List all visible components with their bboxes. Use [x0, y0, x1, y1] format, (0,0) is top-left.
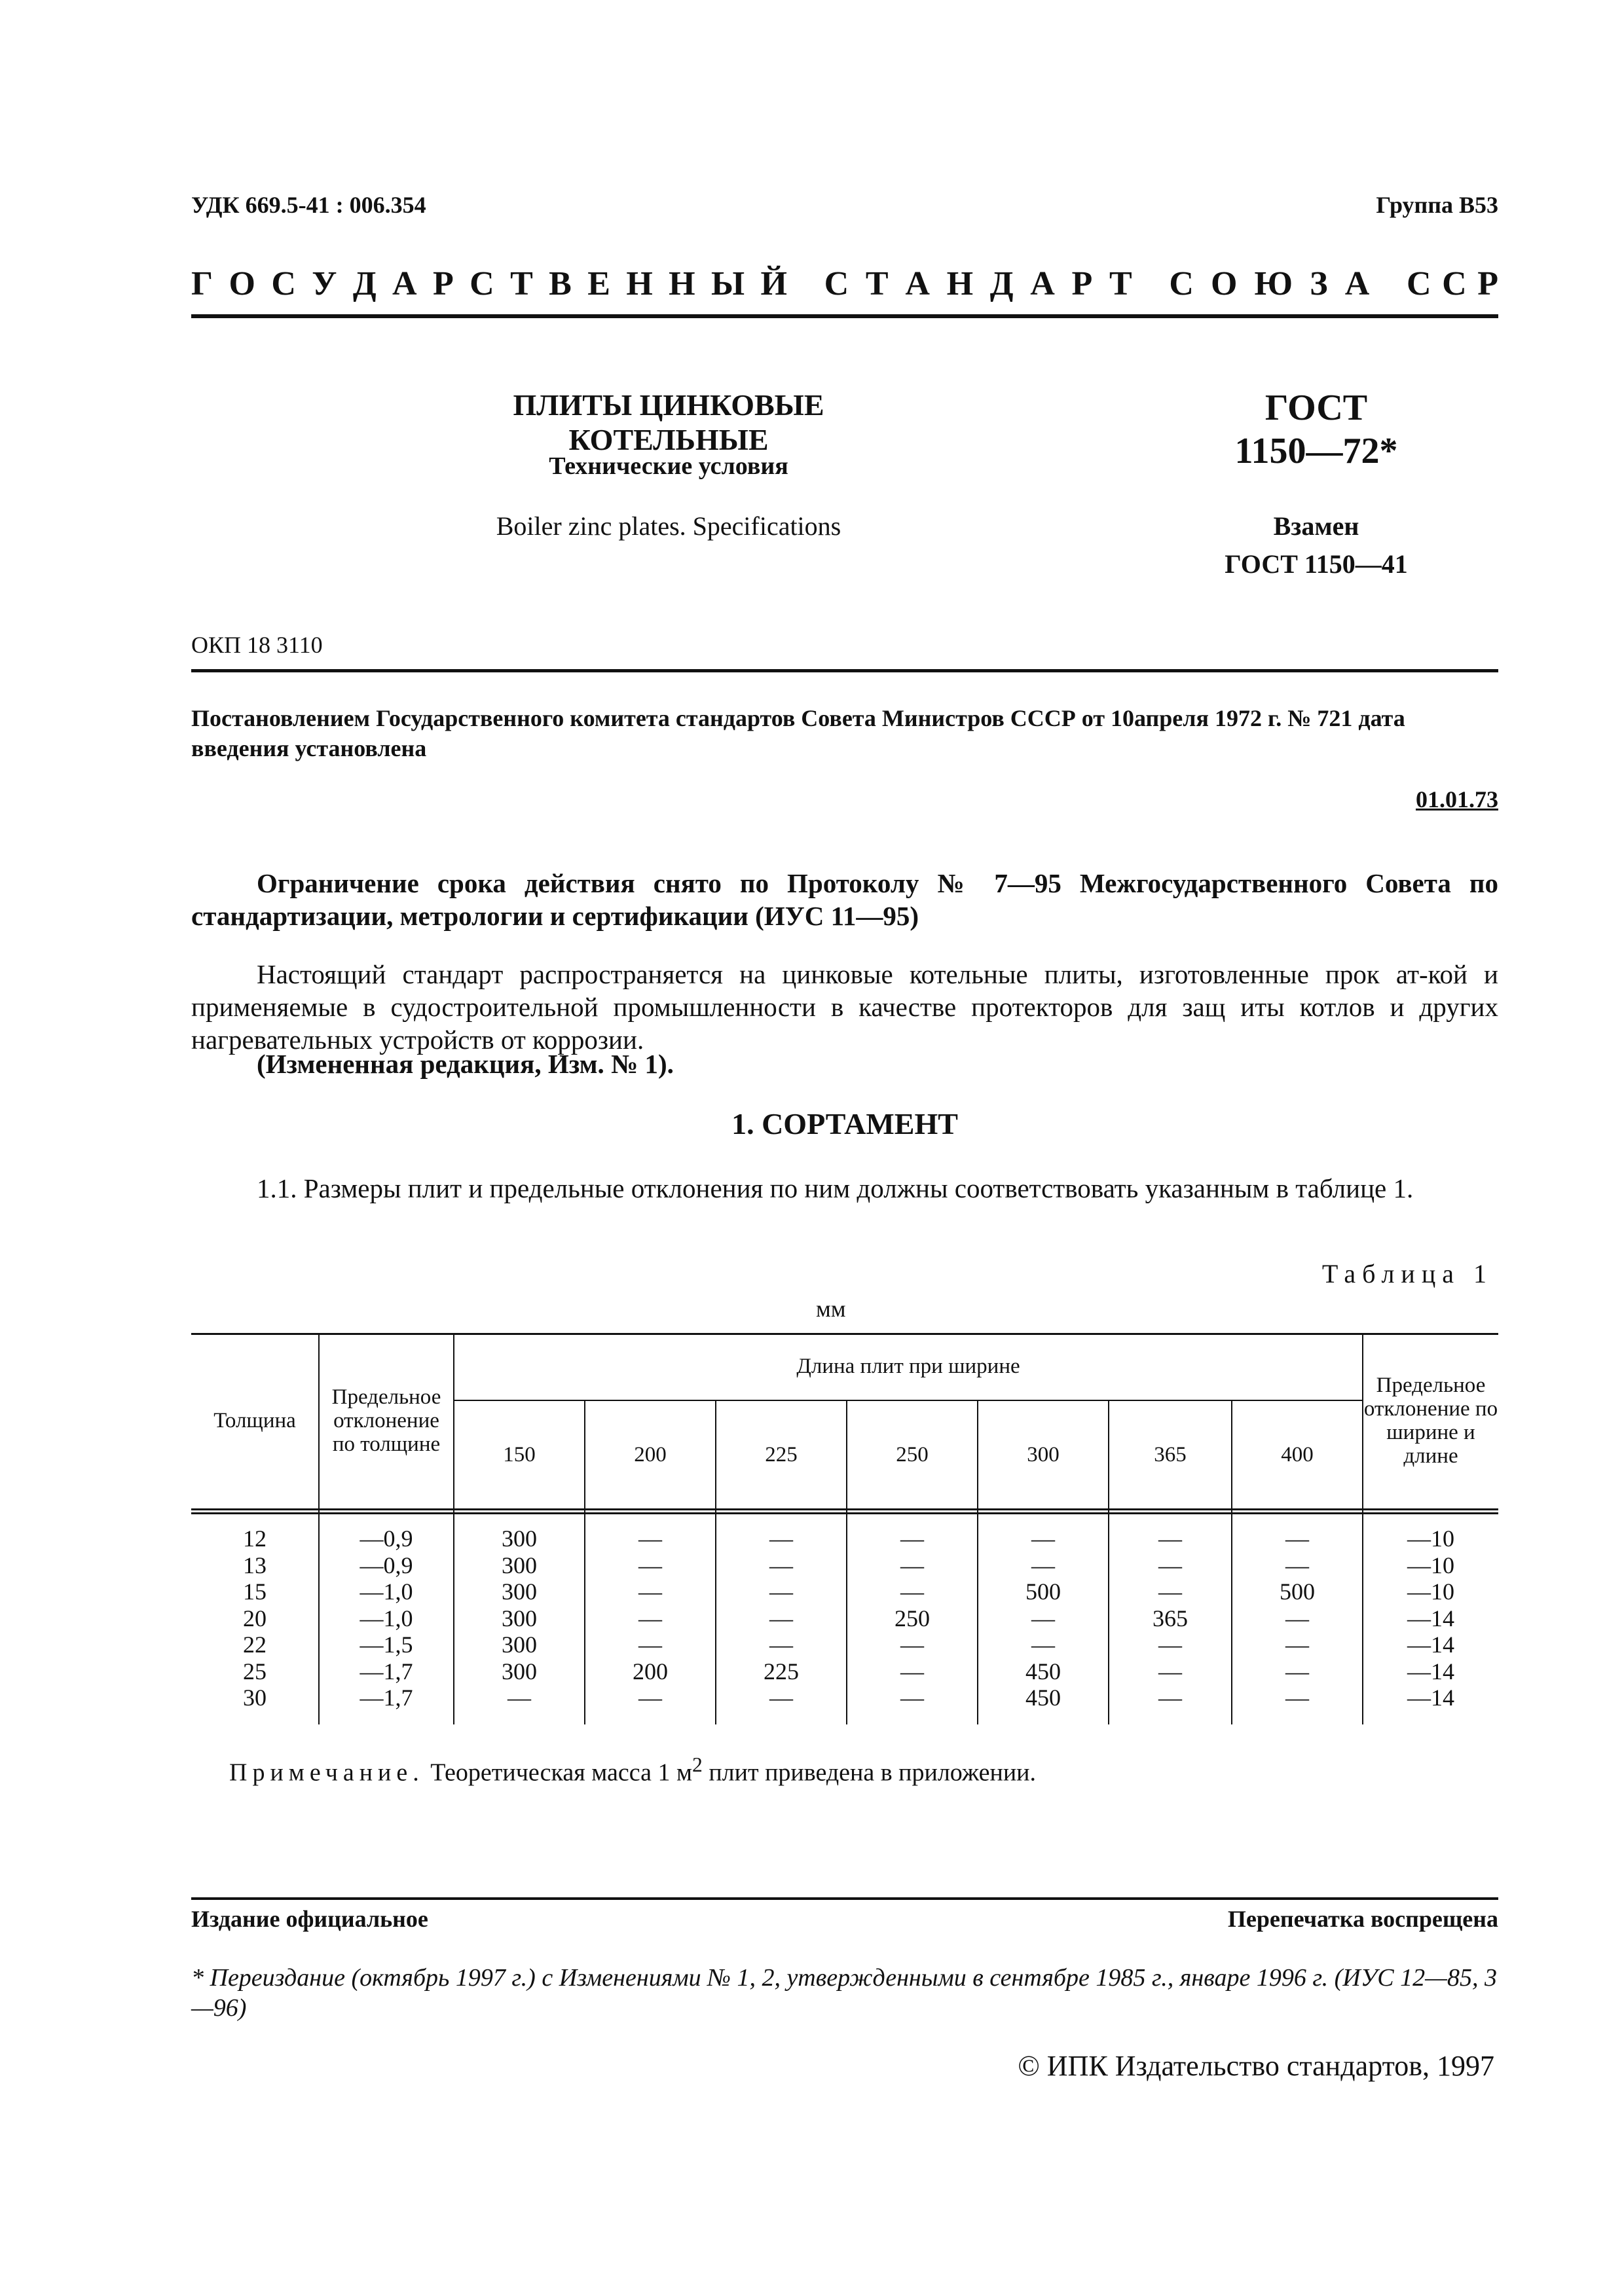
table-cell: — — [1158, 1685, 1182, 1711]
table-cell: — — [769, 1631, 793, 1658]
heading-letter: Р — [432, 265, 454, 302]
note-label: Примечание. — [229, 1758, 424, 1787]
table-cell: 450 — [1025, 1685, 1061, 1711]
table-cell: 300 — [502, 1605, 537, 1631]
heading-letter: С — [1169, 265, 1194, 302]
table-cell: 300 — [502, 1658, 537, 1685]
heading-letter: Р — [1071, 265, 1093, 302]
length-column-150 — [454, 1525, 584, 1711]
heading-letter: Е — [587, 265, 610, 302]
heading-letter: Ю — [1254, 265, 1293, 302]
table-cell: 250 — [895, 1605, 930, 1631]
table-cell: —14 — [1407, 1685, 1454, 1711]
heading-letter: А — [905, 265, 930, 302]
heading-letter: Ы — [711, 265, 745, 302]
heading-letter: А — [392, 265, 417, 302]
heading-letter: Г — [191, 265, 213, 302]
heading-letter: С — [470, 265, 494, 302]
table-cell: —10 — [1407, 1552, 1454, 1578]
table-cell: 30 — [243, 1685, 267, 1711]
table-cell: 300 — [502, 1631, 537, 1658]
note-text-end: плит приведена в приложении. — [702, 1758, 1036, 1787]
heading-letter: З — [1310, 265, 1328, 302]
heading-letter: Д — [989, 265, 1014, 302]
header-length-group: Длина плит при ширине — [796, 1355, 1020, 1378]
header-rule — [191, 314, 1498, 318]
table-cell: — — [900, 1578, 924, 1605]
reprint-prohibited: Перепечатка воспрещена — [1227, 1906, 1498, 1932]
table-cell: —0,9 — [360, 1552, 413, 1578]
length-column-225 — [716, 1525, 846, 1711]
table-cell: 300 — [502, 1525, 537, 1552]
table-cell: — — [1158, 1658, 1182, 1685]
length-column-365 — [1109, 1525, 1231, 1711]
table-cell: — — [1158, 1525, 1182, 1552]
introduction-date: 01.01.73 — [1416, 786, 1498, 812]
length-column-200 — [585, 1525, 715, 1711]
clause-1-1: 1.1. Размеры плит и предельные отклонения по ним должны соответствовать указанным в таблице 1. — [257, 1173, 1414, 1203]
table-cell: 450 — [1025, 1658, 1061, 1685]
note-text: Теоретическая масса 1 м — [424, 1758, 692, 1787]
heading-letter: В — [549, 265, 572, 302]
scope-paragraph: Настоящий стандарт распространяется на цинковые котельные плиты, изготовленные прок ат-кой и применяемые в судостроительной промышленности в качестве протекторов для защ иты котлов и других нагревательных устройств от коррозии. — [191, 959, 1498, 1055]
table-cell: —0,9 — [360, 1525, 413, 1552]
table-header-rule — [191, 1508, 1498, 1510]
table-cell: 300 — [502, 1578, 537, 1605]
table-cell: —1,7 — [360, 1685, 413, 1711]
table-cell: — — [507, 1685, 531, 1711]
heading-letter: У — [312, 265, 337, 302]
table-cell: —10 — [1407, 1578, 1454, 1605]
table-cell: — — [1285, 1658, 1309, 1685]
document-subtitle: Технические условия — [549, 452, 788, 480]
table-cell: — — [1158, 1631, 1182, 1658]
table-cell: 300 — [502, 1552, 537, 1578]
table-cell: — — [1031, 1605, 1055, 1631]
header-width-length-deviation: Предельное отклонение по ширине и длине — [1363, 1374, 1498, 1468]
table-cell: — — [1031, 1552, 1055, 1578]
table-cell: — — [638, 1525, 662, 1552]
table-cell: 25 — [243, 1658, 267, 1685]
official-edition: Издание официальное — [191, 1906, 428, 1932]
width-length-deviation-column — [1363, 1525, 1498, 1711]
table-cell: — — [769, 1578, 793, 1605]
gost-label: ГОСТ — [1264, 388, 1368, 428]
table-units: мм — [816, 1296, 846, 1322]
table-cell: — — [1158, 1552, 1182, 1578]
heading-letter: Д — [352, 265, 377, 302]
thickness-deviation-column — [320, 1525, 453, 1711]
replaces-label: Взамен — [1273, 511, 1359, 541]
table-cell: — — [638, 1552, 662, 1578]
okp-rule — [191, 669, 1498, 672]
heading-letter: Т — [510, 265, 533, 302]
table-cell: — — [900, 1658, 924, 1685]
heading-letter: О — [229, 265, 255, 302]
table-cell: —14 — [1407, 1605, 1454, 1631]
footer-rule — [191, 1897, 1498, 1900]
note-superscript: 2 — [692, 1753, 703, 1776]
table-cell: — — [900, 1631, 924, 1658]
table-cell: 15 — [243, 1578, 267, 1605]
copyright-line: © ИПК Издательство стандартов, 1997 — [1018, 2050, 1494, 2082]
heading-letter: А — [1030, 265, 1055, 302]
table-cell: —1,7 — [360, 1658, 413, 1685]
table-cell: — — [900, 1552, 924, 1578]
header-width-300: 300 — [1027, 1443, 1060, 1467]
table-cell: — — [1031, 1525, 1055, 1552]
table-cell: — — [1285, 1631, 1309, 1658]
table-cell: — — [638, 1631, 662, 1658]
header-width-250: 250 — [896, 1443, 929, 1467]
heading-letter: С — [1406, 265, 1431, 302]
header-width-225: 225 — [765, 1443, 798, 1467]
heading-letter: А — [1344, 265, 1370, 302]
table-cell: —1,5 — [360, 1631, 413, 1658]
okp-code: ОКП 18 3110 — [191, 632, 323, 658]
header-width-200: 200 — [634, 1443, 667, 1467]
table-cell: 500 — [1025, 1578, 1061, 1605]
table-cell: —10 — [1407, 1525, 1454, 1552]
table-cell: — — [1285, 1552, 1309, 1578]
header-thickness: Толщина — [213, 1409, 296, 1432]
header-width-400: 400 — [1281, 1443, 1314, 1467]
heading-letter: С — [1442, 265, 1467, 302]
heading-letter: О — [1210, 265, 1238, 302]
table-cell: — — [638, 1605, 662, 1631]
table-cell: — — [1031, 1631, 1055, 1658]
table-cell: — — [638, 1685, 662, 1711]
document-title: ПЛИТЫ ЦИНКОВЫЕ КОТЕЛЬНЫЕ — [513, 388, 824, 456]
heading-letter: Н — [946, 265, 974, 302]
state-word-3 — [1169, 264, 1369, 303]
heading-letter: Н — [669, 265, 695, 302]
heading-letter: С — [824, 265, 849, 302]
decree-text: Постановлением Государственного комитета стандартов Совета Министров СССР от 10апреля 1972 г. № 721 дата введения установлена — [191, 705, 1405, 761]
header-width-365: 365 — [1154, 1443, 1187, 1467]
table-cell: —14 — [1407, 1658, 1454, 1685]
length-column-400 — [1232, 1525, 1362, 1711]
table-cell: — — [1285, 1605, 1309, 1631]
udk-code: УДК 669.5-41 : 006.354 — [191, 192, 426, 218]
table-cell: 500 — [1280, 1578, 1315, 1605]
table-header-rule-double — [191, 1512, 1498, 1514]
table-cell: — — [1158, 1578, 1182, 1605]
heading-letter: Т — [865, 265, 889, 302]
table-cell: 200 — [633, 1658, 668, 1685]
section-title: 1. СОРТАМЕНТ — [731, 1107, 958, 1140]
amendment-note: (Измененная редакция, Изм. № 1). — [257, 1049, 674, 1079]
table-cell: — — [1285, 1685, 1309, 1711]
state-word-1 — [191, 264, 787, 303]
replaced-standard: ГОСТ 1150—41 — [1225, 549, 1408, 579]
state-standard-title — [191, 264, 1498, 303]
state-word-2 — [824, 264, 1132, 303]
table-cell: 13 — [243, 1552, 267, 1578]
table-cell: — — [900, 1525, 924, 1552]
table-cell: —1,0 — [360, 1605, 413, 1631]
table-cell: —1,0 — [360, 1578, 413, 1605]
heading-letter: Й — [760, 265, 787, 302]
dimensions-table — [191, 1333, 1498, 1726]
table-cell: — — [769, 1552, 793, 1578]
table-cell: — — [1285, 1525, 1309, 1552]
english-title: Boiler zinc plates. Specifications — [496, 511, 841, 541]
header-thickness-deviation: Предельное отклонение по толщине — [331, 1385, 441, 1456]
heading-letter: С — [271, 265, 296, 302]
heading-letter: Н — [626, 265, 653, 302]
state-word-4 — [1407, 264, 1498, 303]
length-column-300 — [978, 1525, 1108, 1711]
gost-number — [1218, 386, 1414, 473]
table-label: Таблица 1 — [1321, 1259, 1493, 1288]
replaces-block — [1198, 507, 1434, 583]
table-cell: 225 — [764, 1658, 799, 1685]
table-cell: — — [769, 1605, 793, 1631]
heading-letter: Р — [1477, 265, 1498, 302]
table-cell: 12 — [243, 1525, 267, 1552]
table-cell: 365 — [1153, 1605, 1188, 1631]
table-cell: 20 — [243, 1605, 267, 1631]
table-note — [229, 1753, 1036, 1787]
heading-letter: Т — [1109, 265, 1132, 302]
limitation-paragraph: Ограничение срока действия снято по Протоколу № 7—95 Межгосударственного Совета по стандартизации, метрологии и сертификации (ИУС 11—95) — [191, 868, 1498, 931]
reissue-footnote: * Переиздание (октябрь 1997 г.) с Изменениями № 1, 2, утвержденными в сентябре 1985 г., январе 1996 г. (ИУС 12—85, 3—96) — [191, 1964, 1497, 2022]
gost-designation: 1150—72* — [1234, 431, 1398, 471]
table-cell: —14 — [1407, 1631, 1454, 1658]
table-cell: — — [769, 1685, 793, 1711]
table-cell: — — [900, 1685, 924, 1711]
group-code: Группа В53 — [1376, 192, 1498, 218]
length-column-250 — [847, 1525, 977, 1711]
header-width-150: 150 — [503, 1443, 536, 1467]
table-cell: — — [769, 1525, 793, 1552]
table-cell: 22 — [243, 1631, 267, 1658]
thickness-column — [191, 1525, 318, 1711]
table-cell: — — [638, 1578, 662, 1605]
